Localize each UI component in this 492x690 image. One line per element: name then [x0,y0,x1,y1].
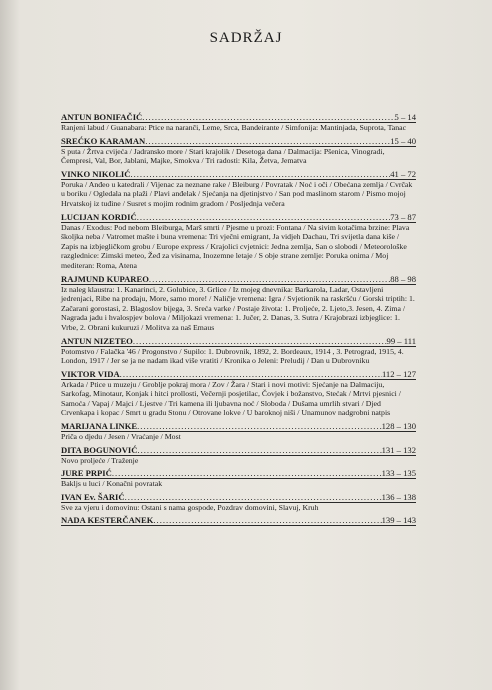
toc-entry [61,492,416,513]
page-range: 15 – 40 [390,135,416,146]
page-range: 41 – 72 [390,168,416,179]
poem-list: Novo proljeće / Traženje [61,455,139,465]
poem-list: Iz naleg klaustra: 1. Kanarinci, 2. Golubice, 3. Grlice / Iz mojeg dnevnika: Barkarola, Ladar, Ostavljeni jedrenjaci, Ribe na prodaju, More, samo more! / Naličje vremena: Igra / Svjetionik na raskršću / Gorski triptih: 1. Začarani gorostasi, 2. Blagoslov bijega, 3. Sreća varke / Postaje života: 1. Proljeće, 2. Ljeto,3. Jesen, 4. Zima / Nagrada jadu i hvalospjev bolova / Miljokazi vremena: 1. Jučer, 2. Danas, 3. Sutra / Krajobrazi izbjeglice: 1. Vrbe, 2. Obrani kukuruzi / Molitva za naš Emaus [61,284,415,332]
page-range: 139 – 143 [381,515,416,526]
poem-list: Bakljs u luci / Konačni povratak [61,479,163,489]
toc-entry [61,445,416,466]
toc-entry [61,468,416,489]
table-of-contents [61,112,416,529]
page-range: 128 – 130 [381,421,416,432]
leader-dots [133,336,387,346]
toc-entry-heading [61,169,416,180]
toc-entry [61,369,416,418]
toc-entry [61,112,416,133]
poem-list: Poruka / Anđeo u katedrali / Vijenac za neznane rake / Bleiburg / Povratak / Noć i oči / Obećana zemlja / Cvrčak u boriku / Ogledala na plaži / Plavi anđelak / Sjećanja na djetinjstvo / San pod maslinom starom / Pismo mojoj Hrvatskoj iz tuđine / Susret s mojim rodnim gradom / Posljednja večera [61,179,413,208]
toc-entry-heading [61,515,416,526]
toc-entry-heading [61,468,416,479]
page-range: 73 – 87 [390,211,416,222]
leader-dots [149,274,390,284]
page-range: 131 – 132 [381,444,416,455]
author-name: ANTUN BONIFAČIĆ [61,112,143,122]
leader-dots [137,212,391,222]
toc-entry [61,274,416,333]
toc-entry-heading [61,369,416,380]
page-range: 133 – 135 [381,468,416,479]
author-name: RAJMUND KUPAREO [61,273,149,284]
author-name: VIKTOR VIDA [61,368,120,379]
leader-dots [137,421,381,431]
leader-dots [142,112,394,122]
poem-list: Priča o djedu / Jesen / Vraćanje / Most [61,432,181,442]
poem-list: S puta / Žrtva cvijeća / Jadransko more / Stari krajolik / Desetoga dana / Dalmacija: Pšenica, Vinogradi, Čempresi, Val, Bor, Jablani, Majke, Smokva / Tri radosti: Kila, Žetva, Jematva [61,146,385,166]
author-name: LUCIJAN KORDIĆ [61,211,137,222]
author-name: DITA BOGUNOVIĆ [61,444,138,455]
page-range: 136 – 138 [381,491,416,502]
author-name: VINKO NIKOLIĆ [61,168,131,179]
poem-list: Arkada / Ptice u muzeju / Groblje pokraj mora / Zov / Žara / Stari i novi motivi: Sjećanje na Dalmaciju, Sarkofag, Minotaur, Konjak i hitci prollosti, Večernji posjetilac, Čovjek i božanstvo, Stećak / Mrtvi pjesnici / Samoća / Vapaj / Majci / Ljestve / Tri kamena ili ljubavna noć / Sloboda / Dušama umrlih stvari / Djed Crvenkapa i kopac / Smrt u gradu Stonu / Otrovane lokve / U baroknoj niši / Unamunov nadgrobni natpis [61,379,401,418]
leader-dots [112,468,382,478]
leader-dots [130,169,390,179]
poem-list: Danas / Exodus: Pod nebom Bleiburga, Marš smrti / Pjesme u prozi: Fontana / Na sivim kotačima brzine: Plava školjka neba / Vatromet mašte i buna vremena: Tri vječni emigrant, Ja vidjeh Dachau, Tri svijetla dana kiše / Zapis na izbjegličkom grobu / Europe express / Krajolici cvjetnici: Jedna zemlja, San o slobodi / Meteorološke razglednice: Zimski meteo, Žeđ za visinama, Inozemne letaje / S obje strane zemlje: Poruka onima / Moj mediteran: Roma, Atena [61,222,410,270]
toc-entry-heading [61,136,416,147]
leader-dots [120,369,382,379]
toc-entry-heading [61,336,416,347]
toc-entry [61,169,416,209]
toc-entry-heading [61,492,416,503]
page-range: 112 – 127 [381,368,416,379]
author-name: IVAN Ev. ŠARIĆ [61,491,125,502]
leader-dots [145,136,390,146]
poem-list: Potomstvo / Falačka '46 / Progonstvo / Supilo: 1. Dubrovnik, 1892, 2. Bordeaux, 1914 , 3. Petrograd, 1915, 4. London, 1917 / Jer se ja ne nadam ikad više vratiti / Kronika o Jeleni: Preludij / Dan u Dubrovniku [61,346,404,366]
poem-list: Ranjeni labud / Guanabara: Ptice na naranči, Leme, Srca, Bandeirante / Simfonija: Mantinjada, Suprota, Tanac [61,123,407,132]
author-name: JURE PRPIĆ [61,468,112,479]
toc-entry-heading [61,445,416,456]
toc-entry [61,336,416,366]
toc-entry-heading [61,421,416,432]
toc-entry-heading [61,274,416,285]
author-name: NADA KESTERČANEK [61,515,154,526]
toc-entry-heading [61,212,416,223]
leader-dots [153,515,381,525]
leader-dots [125,492,382,502]
toc-entry [61,136,416,166]
author-name: ANTUN NIZETEO [61,335,133,346]
toc-entry [61,421,416,442]
page-range: 99 – 111 [386,335,416,346]
toc-entry [61,212,416,271]
page-range: 5 – 14 [394,112,416,122]
poem-list: Sve za vjeru i domovinu: Ostani s nama gospode, Pozdrav domovini, Slavuj, Kruh [61,502,319,512]
author-name: MARIJANA LINKE [61,421,138,432]
page-range: 88 – 98 [390,273,416,284]
toc-entry-heading [61,112,416,123]
page-title: SADRŽAJ [209,30,283,46]
toc-entry [61,515,416,526]
leader-dots [137,445,381,455]
author-name: SREĆKO KARAMAN [61,135,146,146]
